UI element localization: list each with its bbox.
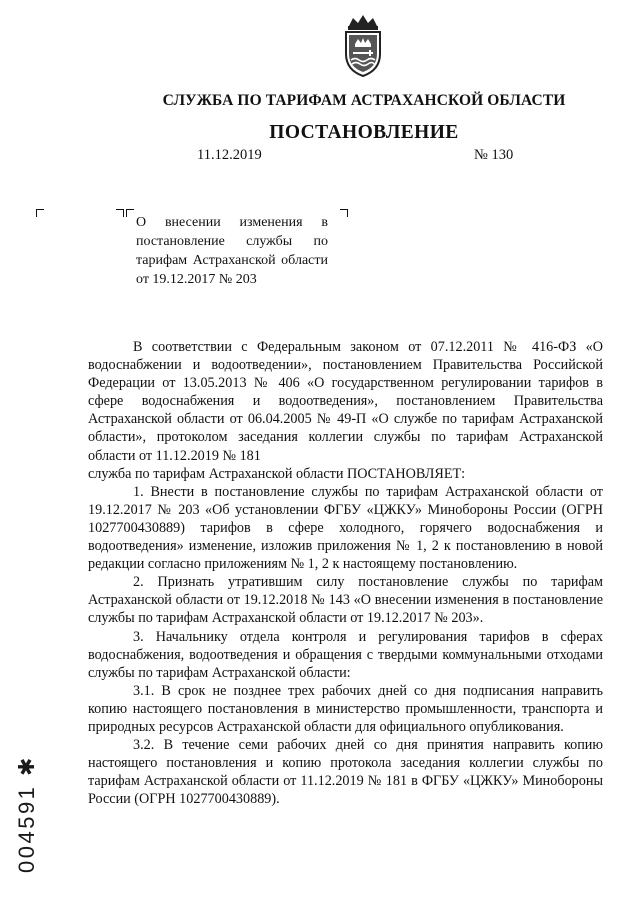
document-title: О внесении изменения в постановление службы по тарифам Астраханской области от 19.12.2017 № 203 [136, 215, 328, 287]
clause-3: 3. Начальнику отдела контроля и регулирования тарифов в сферах водоснабжения, водоотведения и обращения с твердыми коммунальными отходами службы по тарифам Астраханской области: [88, 628, 603, 681]
clause-3-1: 3.1. В срок не позднее трех рабочих дней со дня подписания направить копию настоящего постановления в министерство промышленности, транспорта и природных ресурсов Астраханской области для официального опубликования. [88, 682, 603, 735]
registration-stamp: 004591 ✱ [14, 755, 39, 873]
document-type: ПОСТАНОВЛЕНИЕ [269, 122, 459, 143]
astrakhan-coat-of-arms-icon [341, 14, 385, 78]
clause-1: 1. Внести в постановление службы по тарифам Астраханской области от 19.12.2017 № 203 «Об установлении ФГБУ «ЦЖКУ» Минобороны России (ОГРН 1027700430889) тарифов в сфере холодного, горячего водоснабжения и водоотведения» изменение, изложив приложения № 1, 2 к постановлению в новой редакции согласно приложениям № 1, 2 к настоящему постановлению. [88, 483, 603, 573]
corner-mark-title-right [340, 209, 348, 217]
preamble-paragraph: В соответствии с Федеральным законом от 07.12.2011 № 416-ФЗ «О водоснабжении и водоотведении», постановлением Правительства Российской Федерации от 13.05.2013 № 406 «О государственном регулировании тарифов в сфере водоснабжения и водоотведения», постановлением Правительства Астраханской области от 06.04.2005 № 49-П «О службе по тарифам Астраханской области», протоколом заседания коллегии службы по тарифам Астраханской области от 11.12.2019 № 181 [88, 339, 603, 464]
document-date: 11.12.2019 [197, 147, 262, 163]
agency-name: СЛУЖБА ПО ТАРИФАМ АСТРАХАНСКОЙ ОБЛАСТИ [162, 92, 566, 109]
corner-mark-left [36, 209, 44, 217]
clause-3-2: 3.2. В течение семи рабочих дней со дня принятия направить копию настоящего постановления и копию протокола заседания коллегии службы по тарифам Астраханской области от 11.12.2019 № 181 в ФГБУ «ЦЖКУ» Минобороны России (ОГРН 1027700430889). [88, 737, 603, 808]
clause-2: 2. Признать утратившим силу постановление службы по тарифам Астраханской области от 19.12.2018 № 143 «О внесении изменения в постановление службы по тарифам Астраханской области от 19.12.2017 № 203». [88, 574, 603, 627]
resolution-line: служба по тарифам Астраханской области ПОСТАНОВЛЯЕТ: [88, 465, 466, 482]
document-number: № 130 [474, 147, 514, 163]
document-body [88, 338, 603, 808]
corner-mark-title-left-a [116, 209, 124, 217]
corner-mark-title-left-b [126, 209, 134, 217]
